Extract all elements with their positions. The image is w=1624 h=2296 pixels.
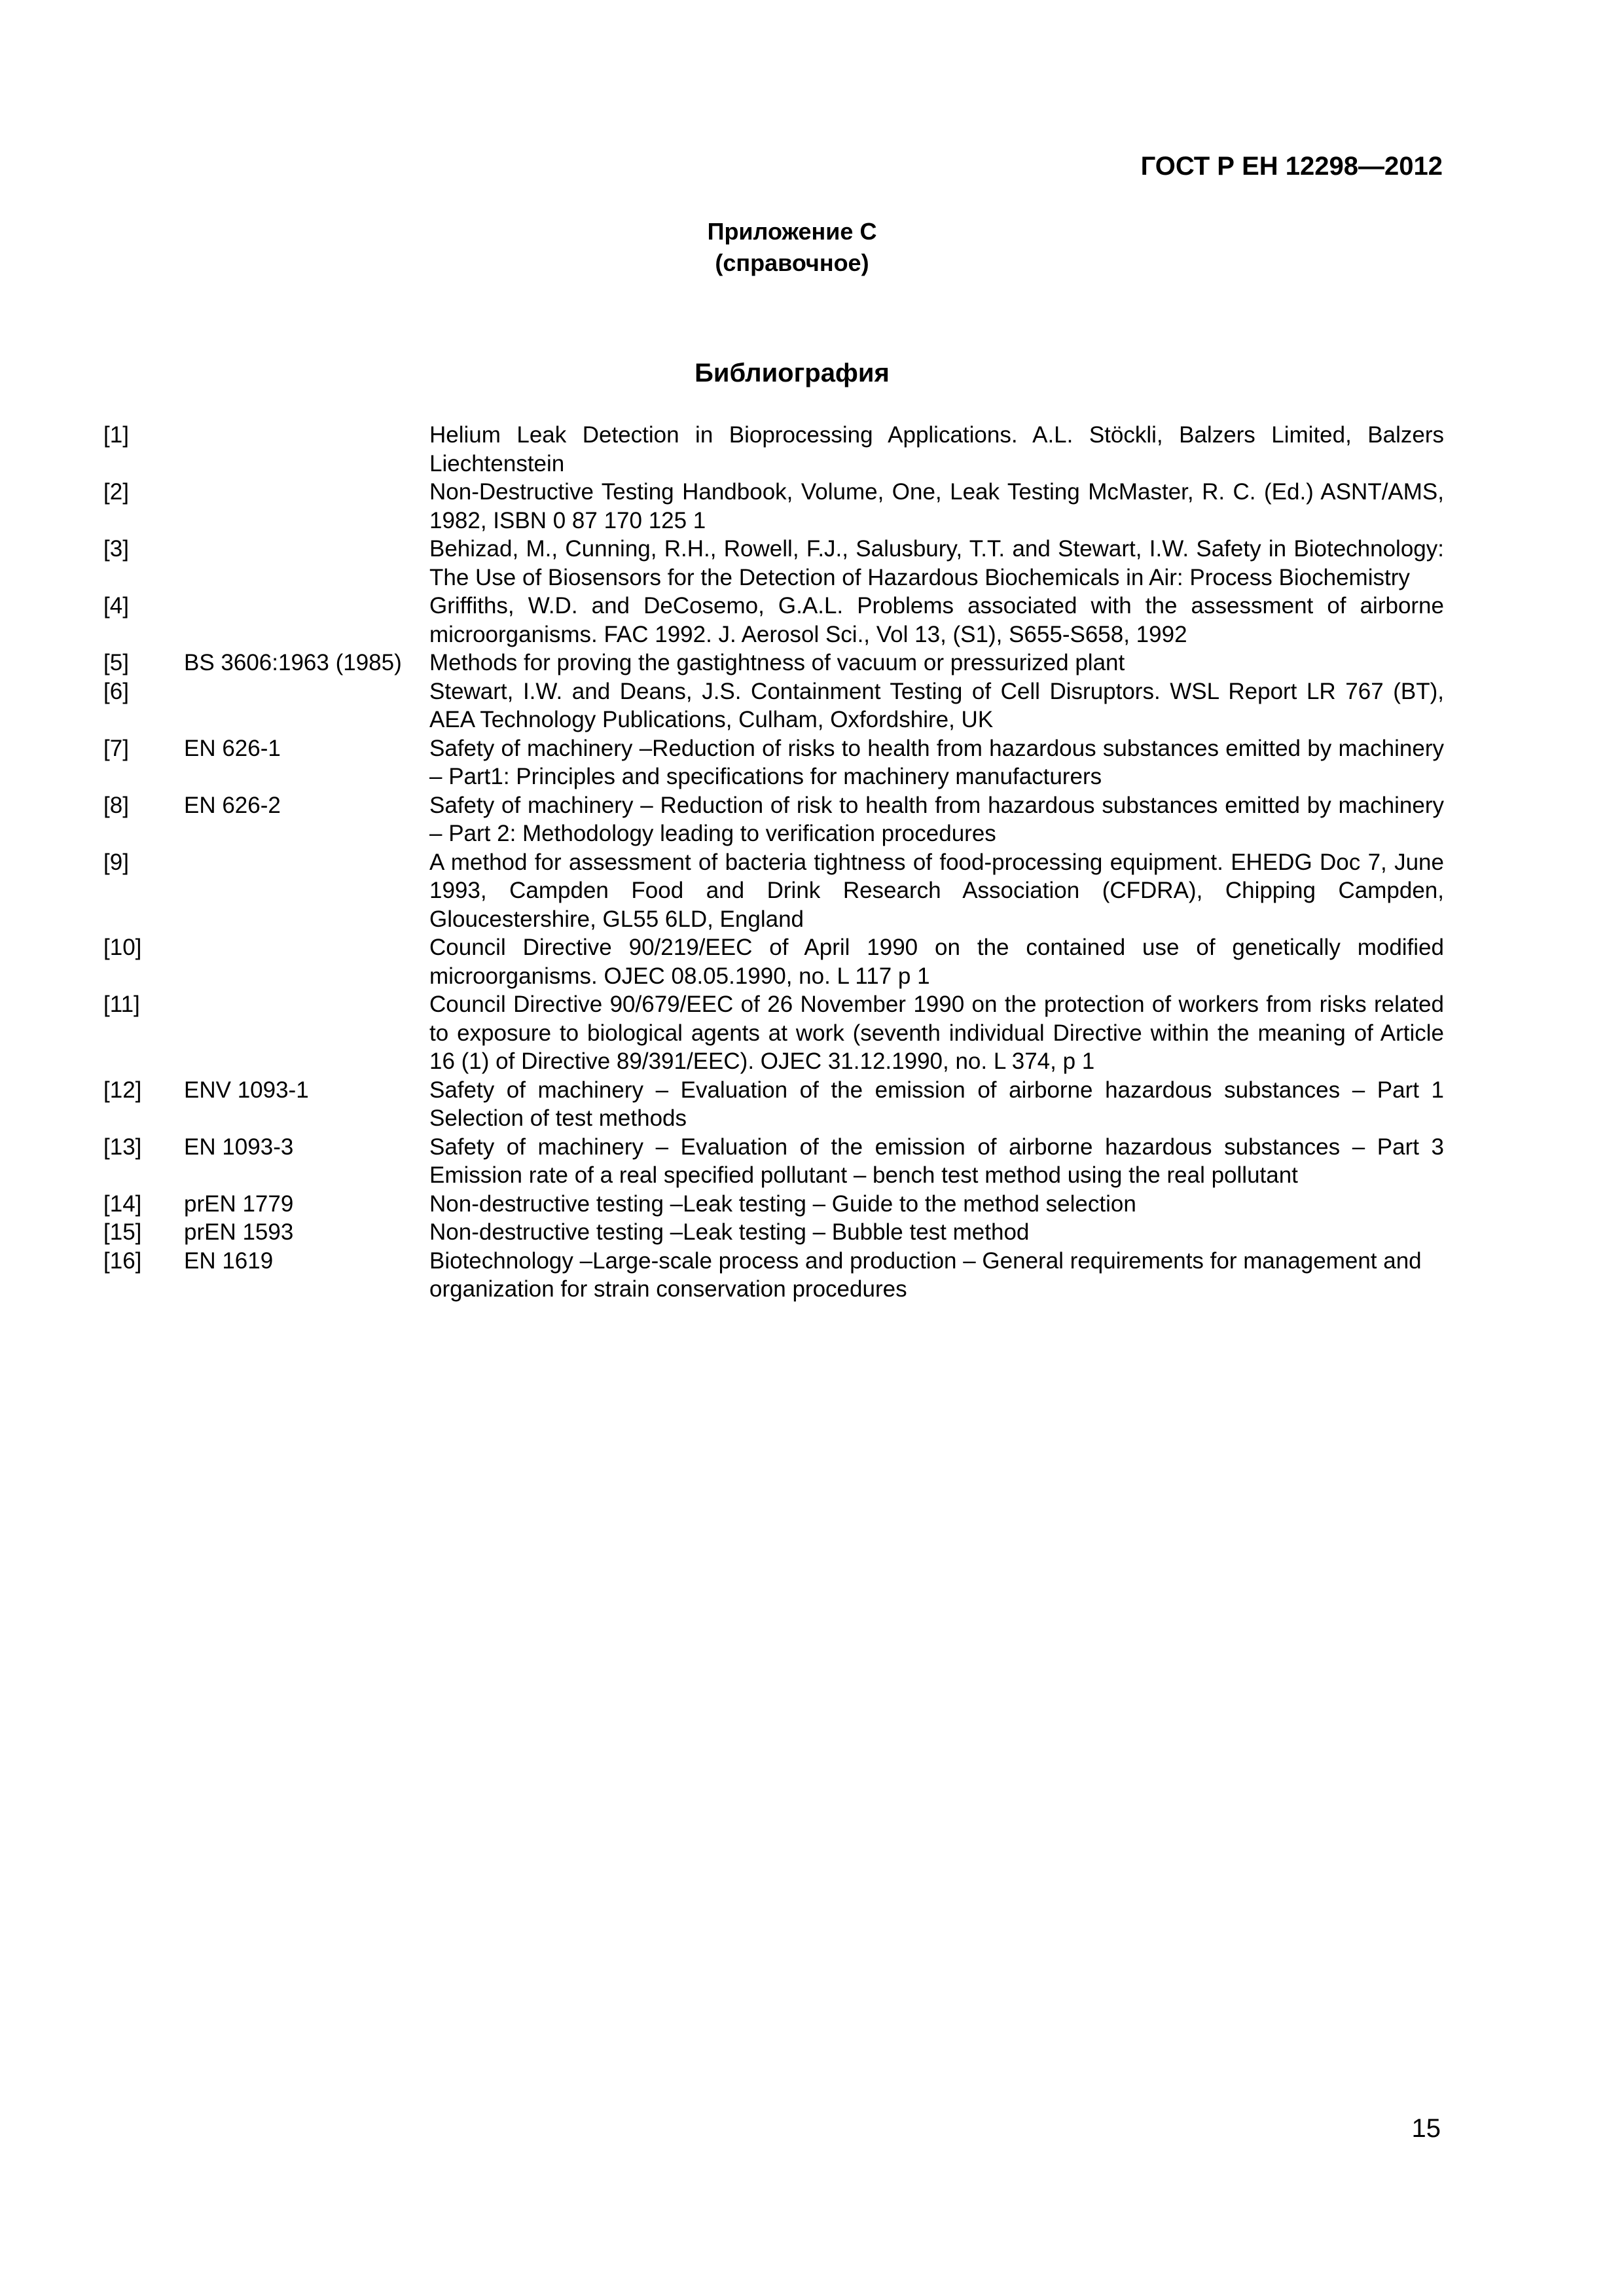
appendix-title: Приложение С [707,218,877,245]
reference-text: Council Directive 90/679/EEC of 26 November 1990 on the protection of workers from risks related to exposure to biological agents at work (seventh individual Directive within the meaning of Article 16 (1) of Directive 89/391/EEC). OJEC 31.12.1990, no. L 374, p 1 [429,992,1444,1074]
reference-item [103,990,1444,1076]
reference-number: [8] [103,792,129,818]
reference-number: [13] [103,1134,142,1160]
reference-number: [6] [103,678,129,704]
reference-number: [11] [103,992,140,1017]
reference-number: [7] [103,735,129,761]
reference-item [103,734,1444,791]
reference-standard: prEN 1593 [184,1219,294,1245]
reference-standard: EN 626-1 [184,735,281,761]
reference-standard: prEN 1779 [184,1191,294,1217]
reference-number: [4] [103,593,129,619]
reference-text: Non-Destructive Testing Handbook, Volume, One, Leak Testing McMaster, R. C. (Ed.) ASNT/AMS, 1982, ISBN 0 87 170 125 1 [429,479,1444,533]
reference-text: Methods for proving the gastightness of vacuum or pressurized plant [429,650,1125,675]
reference-text: Behizad, M., Cunning, R.H., Rowell, F.J., Salusbury, T.T. and Stewart, I.W. Safety in Biotechnology: The Use of Biosensors for the Detection of Hazardous Biochemicals in Air: Process Biochemistry [429,536,1444,590]
bibliography-title: Библиография [695,359,890,387]
reference-text: Griffiths, W.D. and DeCosemo, G.A.L. Problems associated with the assessment of airborne microorganisms. FAC 1992. J. Aerosol Sci., Vol 13, (S1), S655-S658, 1992 [429,593,1444,647]
reference-number: [10] [103,935,142,960]
reference-item [103,535,1444,592]
reference-item [103,1218,1444,1247]
reference-item [103,421,1444,478]
reference-standard: ENV 1093-1 [184,1077,309,1103]
reference-item [103,649,1444,677]
reference-text: Biotechnology –Large-scale process and production – General requirements for management and organization for strain conservation procedures [429,1247,1422,1302]
reference-item [103,1247,1444,1304]
reference-number: [14] [103,1191,142,1217]
reference-number: [9] [103,849,129,875]
reference-number: [12] [103,1077,142,1103]
reference-number: [15] [103,1219,142,1245]
reference-text: Stewart, I.W. and Deans, J.S. Containment Testing of Cell Disruptors. WSL Report LR 767 (BT), AEA Technology Publications, Culham, Oxfordshire, UK [429,678,1444,732]
reference-standard: EN 1619 [184,1247,274,1274]
reference-text: Non-destructive testing –Leak testing – Guide to the method selection [429,1191,1136,1217]
reference-number: [1] [103,422,129,448]
reference-item [103,592,1444,649]
document-code: ГОСТ Р ЕН 12298—2012 [1140,152,1443,181]
reference-item [103,791,1444,848]
reference-text: Council Directive 90/219/EEC of April 1990 on the contained use of genetically modified microorganisms. OJEC 08.05.1990, no. L 117 p 1 [429,935,1444,989]
reference-item [103,677,1444,734]
reference-item [103,933,1444,990]
reference-list [103,421,1444,1304]
reference-number: [3] [103,536,129,562]
reference-text: Non-destructive testing –Leak testing – Bubble test method [429,1219,1030,1245]
appendix-heading [628,216,956,279]
reference-text: Safety of machinery –Reduction of risks to health from hazardous substances emitted by machinery – Part1: Principles and specifications for machinery manufacturers [429,735,1444,789]
reference-number: [2] [103,479,129,505]
reference-text: Safety of machinery – Evaluation of the emission of airborne hazardous substances – Part 1 Selection of test methods [429,1077,1444,1131]
reference-text: Safety of machinery – Evaluation of the emission of airborne hazardous substances – Part 3 Emission rate of a real specified pollutant – bench test method using the real pollutant [429,1134,1444,1188]
reference-standard: EN 1093-3 [184,1134,294,1160]
reference-number: [16] [103,1247,142,1274]
reference-item [103,1190,1444,1219]
reference-standard: BS 3606:1963 (1985) [184,650,402,675]
reference-item [103,1133,1444,1190]
reference-item [103,1076,1444,1133]
reference-standard: EN 626-2 [184,792,281,818]
reference-text: A method for assessment of bacteria tightness of food-processing equipment. EHEDG Doc 7, June 1993, Campden Food and Drink Research Association (CFDRA), Chipping Campden, Gloucestershire, GL55 6LD, England [429,849,1444,932]
reference-text: Helium Leak Detection in Bioprocessing Applications. A.L. Stöckli, Balzers Limited, Balzers Liechtenstein [429,422,1444,476]
reference-item [103,478,1444,535]
appendix-subtitle: (справочное) [715,249,869,276]
reference-text: Safety of machinery – Reduction of risk to health from hazardous substances emitted by machinery – Part 2: Methodology leading to verification procedures [429,792,1444,846]
reference-item [103,848,1444,934]
page-number: 15 [1411,2114,1441,2143]
reference-number: [5] [103,650,129,675]
